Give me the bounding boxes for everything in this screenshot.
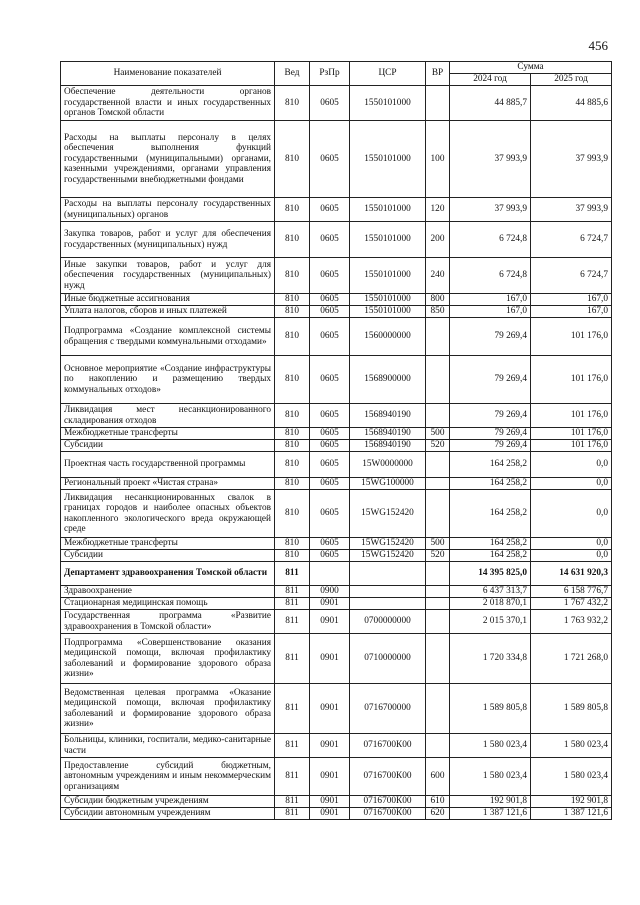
cell-rzpr: 0605 xyxy=(310,428,350,440)
cell-rzpr: 0901 xyxy=(310,808,350,820)
cell-name: Государственная программа «Развитие здравоохранения в Томской области» xyxy=(61,610,275,634)
cell-y2025: 6 724,7 xyxy=(531,222,612,258)
cell-vr xyxy=(426,586,450,598)
table-row xyxy=(61,538,612,550)
cell-csr: 1550101000 xyxy=(350,258,426,294)
table-row xyxy=(61,610,612,634)
cell-vr: 200 xyxy=(426,222,450,258)
cell-csr: 1550101000 xyxy=(350,86,426,121)
cell-y2024: 1 589 805,8 xyxy=(450,684,531,734)
table-row xyxy=(61,222,612,258)
cell-vr xyxy=(426,404,450,428)
cell-y2025: 101 176,0 xyxy=(531,356,612,404)
cell-vr xyxy=(426,318,450,356)
cell-y2024: 167,0 xyxy=(450,294,531,306)
cell-y2025: 101 176,0 xyxy=(531,440,612,452)
header-rzpr: РзПр xyxy=(310,62,350,86)
cell-vr: 850 xyxy=(426,306,450,318)
cell-rzpr: 0605 xyxy=(310,258,350,294)
cell-rzpr xyxy=(310,562,350,586)
cell-y2025: 1 589 805,8 xyxy=(531,684,612,734)
cell-y2024: 1 387 121,6 xyxy=(450,808,531,820)
cell-rzpr: 0605 xyxy=(310,356,350,404)
cell-name: Стационарная медицинская помощь xyxy=(61,598,275,610)
cell-y2024: 79 269,4 xyxy=(450,440,531,452)
cell-csr: 15WG152420 xyxy=(350,550,426,562)
cell-csr: 1550101000 xyxy=(350,222,426,258)
cell-csr: 1568940190 xyxy=(350,440,426,452)
cell-csr: 0700000000 xyxy=(350,610,426,634)
cell-ved: 810 xyxy=(275,538,310,550)
header-ved: Вед xyxy=(275,62,310,86)
cell-csr: 0716700К00 xyxy=(350,734,426,758)
cell-name: Больницы, клиники, госпитали, медико-санитарные части xyxy=(61,734,275,758)
header-year-2024: 2024 год xyxy=(450,74,531,86)
page-number: 456 xyxy=(588,38,608,53)
cell-name: Межбюджетные трансферты xyxy=(61,538,275,550)
cell-csr: 15WG100000 xyxy=(350,478,426,490)
cell-y2025: 101 176,0 xyxy=(531,428,612,440)
cell-y2024: 164 258,2 xyxy=(450,452,531,478)
table-row xyxy=(61,808,612,820)
cell-name: Ведомственная целевая программа «Оказание медицинской помощи, включая профилактику заболеваний и формирование здорового образа жизни» xyxy=(61,684,275,734)
cell-csr: 15WG152420 xyxy=(350,538,426,550)
cell-y2025: 37 993,9 xyxy=(531,198,612,222)
cell-rzpr: 0605 xyxy=(310,198,350,222)
header-sum: Сумма xyxy=(450,62,612,74)
cell-y2025: 0,0 xyxy=(531,550,612,562)
cell-y2024: 2 018 870,1 xyxy=(450,598,531,610)
cell-ved: 810 xyxy=(275,404,310,428)
cell-y2024: 1 720 334,8 xyxy=(450,634,531,684)
cell-rzpr: 0605 xyxy=(310,121,350,198)
table-row xyxy=(61,428,612,440)
cell-rzpr: 0605 xyxy=(310,478,350,490)
cell-y2025: 0,0 xyxy=(531,452,612,478)
table-row xyxy=(61,796,612,808)
cell-ved: 810 xyxy=(275,258,310,294)
budget-table xyxy=(60,61,612,820)
cell-y2025: 44 885,6 xyxy=(531,86,612,121)
cell-vr xyxy=(426,490,450,538)
header-name: Наименование показателей xyxy=(61,62,275,86)
cell-name: Здравоохранение xyxy=(61,586,275,598)
cell-y2024: 1 580 023,4 xyxy=(450,758,531,796)
cell-vr xyxy=(426,478,450,490)
cell-name: Субсидии xyxy=(61,550,275,562)
cell-csr: 1550101000 xyxy=(350,121,426,198)
cell-ved: 811 xyxy=(275,610,310,634)
cell-y2025: 167,0 xyxy=(531,294,612,306)
cell-y2024: 44 885,7 xyxy=(450,86,531,121)
cell-vr xyxy=(426,356,450,404)
cell-ved: 810 xyxy=(275,121,310,198)
cell-csr: 1560000000 xyxy=(350,318,426,356)
cell-rzpr: 0901 xyxy=(310,684,350,734)
cell-y2025: 167,0 xyxy=(531,306,612,318)
cell-rzpr: 0605 xyxy=(310,440,350,452)
cell-ved: 810 xyxy=(275,86,310,121)
cell-rzpr: 0605 xyxy=(310,404,350,428)
cell-y2024: 37 993,9 xyxy=(450,198,531,222)
table-row xyxy=(61,634,612,684)
cell-y2025: 101 176,0 xyxy=(531,318,612,356)
cell-y2024: 14 395 825,0 xyxy=(450,562,531,586)
cell-y2025: 1 721 268,0 xyxy=(531,634,612,684)
cell-y2025: 101 176,0 xyxy=(531,404,612,428)
cell-csr: 0716700К00 xyxy=(350,758,426,796)
cell-csr xyxy=(350,562,426,586)
cell-vr xyxy=(426,598,450,610)
cell-name: Проектная часть государственной программы xyxy=(61,452,275,478)
cell-y2024: 79 269,4 xyxy=(450,404,531,428)
cell-vr: 240 xyxy=(426,258,450,294)
cell-ved: 810 xyxy=(275,478,310,490)
cell-ved: 810 xyxy=(275,198,310,222)
cell-ved: 811 xyxy=(275,634,310,684)
cell-ved: 810 xyxy=(275,428,310,440)
cell-name: Субсидии xyxy=(61,440,275,452)
cell-rzpr: 0901 xyxy=(310,758,350,796)
cell-ved: 811 xyxy=(275,598,310,610)
cell-ved: 810 xyxy=(275,294,310,306)
cell-y2025: 192 901,8 xyxy=(531,796,612,808)
cell-ved: 810 xyxy=(275,490,310,538)
table-row xyxy=(61,404,612,428)
table-row xyxy=(61,121,612,198)
cell-vr xyxy=(426,734,450,758)
cell-y2025: 1 580 023,4 xyxy=(531,758,612,796)
cell-csr xyxy=(350,598,426,610)
cell-vr xyxy=(426,634,450,684)
table-row xyxy=(61,598,612,610)
cell-vr: 100 xyxy=(426,121,450,198)
table-row xyxy=(61,490,612,538)
table-row xyxy=(61,734,612,758)
cell-y2025: 37 993,9 xyxy=(531,121,612,198)
cell-vr: 120 xyxy=(426,198,450,222)
cell-y2024: 79 269,4 xyxy=(450,356,531,404)
cell-ved: 811 xyxy=(275,562,310,586)
cell-rzpr: 0605 xyxy=(310,306,350,318)
table-row xyxy=(61,586,612,598)
cell-name: Подпрограмма «Создание комплексной системы обращения с твердыми коммунальными отходами» xyxy=(61,318,275,356)
cell-name: Ликвидация несанкционированных свалок в границах городов и наиболее опасных объектов накопленного экологического вреда окружающей среде xyxy=(61,490,275,538)
cell-name: Региональный проект «Чистая страна» xyxy=(61,478,275,490)
cell-ved: 811 xyxy=(275,586,310,598)
cell-name: Департамент здравоохранения Томской области xyxy=(61,562,275,586)
table-header xyxy=(61,62,612,86)
cell-csr: 1550101000 xyxy=(350,198,426,222)
cell-y2024: 192 901,8 xyxy=(450,796,531,808)
cell-csr: 1568940190 xyxy=(350,404,426,428)
cell-y2025: 0,0 xyxy=(531,478,612,490)
cell-ved: 810 xyxy=(275,318,310,356)
cell-vr: 620 xyxy=(426,808,450,820)
table-row xyxy=(61,318,612,356)
cell-rzpr: 0605 xyxy=(310,318,350,356)
cell-name: Межбюджетные трансферты xyxy=(61,428,275,440)
header-vr: ВР xyxy=(426,62,450,86)
cell-vr: 600 xyxy=(426,758,450,796)
cell-ved: 811 xyxy=(275,758,310,796)
cell-y2025: 6 158 776,7 xyxy=(531,586,612,598)
cell-name: Предоставление субсидий бюджетным, автономным учреждениям и иным некоммерческим организациям xyxy=(61,758,275,796)
header-csr: ЦСР xyxy=(350,62,426,86)
cell-name: Расходы на выплаты персоналу государственных (муниципальных) органов xyxy=(61,198,275,222)
cell-rzpr: 0605 xyxy=(310,294,350,306)
cell-vr xyxy=(426,684,450,734)
cell-y2025: 6 724,7 xyxy=(531,258,612,294)
cell-rzpr: 0901 xyxy=(310,598,350,610)
cell-name: Субсидии бюджетным учреждениям xyxy=(61,796,275,808)
table-row xyxy=(61,478,612,490)
cell-vr: 500 xyxy=(426,428,450,440)
table-row xyxy=(61,306,612,318)
cell-y2025: 1 763 932,2 xyxy=(531,610,612,634)
cell-vr: 610 xyxy=(426,796,450,808)
cell-name: Обеспечение деятельности органов государственной власти и иных государственных органов Томской области xyxy=(61,86,275,121)
cell-name: Основное мероприятие «Создание инфраструктуры по накоплению и размещению твердых коммунальных отходов» xyxy=(61,356,275,404)
cell-y2024: 6 437 313,7 xyxy=(450,586,531,598)
cell-ved: 811 xyxy=(275,808,310,820)
cell-name: Ликвидация мест несанкционированного складирования отходов xyxy=(61,404,275,428)
cell-y2025: 14 631 920,3 xyxy=(531,562,612,586)
cell-csr xyxy=(350,586,426,598)
cell-rzpr: 0605 xyxy=(310,86,350,121)
cell-csr: 0716700000 xyxy=(350,684,426,734)
table-row xyxy=(61,684,612,734)
cell-name: Уплата налогов, сборов и иных платежей xyxy=(61,306,275,318)
cell-y2024: 1 580 023,4 xyxy=(450,734,531,758)
cell-y2024: 167,0 xyxy=(450,306,531,318)
cell-y2025: 0,0 xyxy=(531,490,612,538)
cell-rzpr: 0605 xyxy=(310,490,350,538)
cell-ved: 811 xyxy=(275,796,310,808)
table-row xyxy=(61,356,612,404)
table-row xyxy=(61,258,612,294)
cell-ved: 811 xyxy=(275,684,310,734)
table-row xyxy=(61,562,612,586)
table-row xyxy=(61,452,612,478)
cell-y2024: 6 724,8 xyxy=(450,258,531,294)
cell-y2025: 1 387 121,6 xyxy=(531,808,612,820)
cell-ved: 810 xyxy=(275,452,310,478)
cell-rzpr: 0901 xyxy=(310,734,350,758)
cell-name: Иные закупки товаров, работ и услуг для обеспечения государственных (муниципальных) нужд xyxy=(61,258,275,294)
cell-vr xyxy=(426,86,450,121)
cell-ved: 811 xyxy=(275,734,310,758)
cell-csr: 0716700К00 xyxy=(350,796,426,808)
cell-csr: 1568940190 xyxy=(350,428,426,440)
cell-y2024: 164 258,2 xyxy=(450,550,531,562)
cell-name: Расходы на выплаты персоналу в целях обеспечения выполнения функций государственными (муниципальными) органами, казенными учреждениями, органами управления государственными внебюджетными фондами xyxy=(61,121,275,198)
cell-rzpr: 0901 xyxy=(310,634,350,684)
cell-rzpr: 0605 xyxy=(310,452,350,478)
cell-rzpr: 0900 xyxy=(310,586,350,598)
cell-y2025: 1 767 432,2 xyxy=(531,598,612,610)
cell-csr: 15W0000000 xyxy=(350,452,426,478)
cell-csr: 1568900000 xyxy=(350,356,426,404)
header-year-2025: 2025 год xyxy=(531,74,612,86)
cell-vr: 500 xyxy=(426,538,450,550)
cell-csr: 0716700К00 xyxy=(350,808,426,820)
cell-y2024: 37 993,9 xyxy=(450,121,531,198)
cell-vr xyxy=(426,562,450,586)
cell-y2025: 0,0 xyxy=(531,538,612,550)
table-row xyxy=(61,440,612,452)
cell-ved: 810 xyxy=(275,222,310,258)
table-row xyxy=(61,294,612,306)
cell-name: Закупка товаров, работ и услуг для обеспечения государственных (муниципальных) нужд xyxy=(61,222,275,258)
cell-name: Иные бюджетные ассигнования xyxy=(61,294,275,306)
cell-ved: 810 xyxy=(275,440,310,452)
cell-rzpr: 0901 xyxy=(310,796,350,808)
cell-csr: 1550101000 xyxy=(350,306,426,318)
cell-y2024: 2 015 370,1 xyxy=(450,610,531,634)
cell-vr: 520 xyxy=(426,440,450,452)
cell-y2025: 1 580 023,4 xyxy=(531,734,612,758)
cell-y2024: 6 724,8 xyxy=(450,222,531,258)
cell-rzpr: 0605 xyxy=(310,222,350,258)
cell-y2024: 164 258,2 xyxy=(450,490,531,538)
cell-ved: 810 xyxy=(275,356,310,404)
cell-csr: 15WG152420 xyxy=(350,490,426,538)
cell-csr: 1550101000 xyxy=(350,294,426,306)
table-body xyxy=(61,86,612,820)
cell-name: Подпрограмма «Совершенствование оказания медицинской помощи, включая профилактику заболеваний и формирование здорового образа жизни» xyxy=(61,634,275,684)
cell-ved: 810 xyxy=(275,306,310,318)
cell-vr xyxy=(426,610,450,634)
cell-csr: 0710000000 xyxy=(350,634,426,684)
cell-y2024: 79 269,4 xyxy=(450,428,531,440)
cell-vr xyxy=(426,452,450,478)
cell-y2024: 164 258,2 xyxy=(450,478,531,490)
cell-rzpr: 0605 xyxy=(310,550,350,562)
table-row xyxy=(61,758,612,796)
table-row xyxy=(61,198,612,222)
table-row xyxy=(61,86,612,121)
cell-vr: 800 xyxy=(426,294,450,306)
cell-rzpr: 0605 xyxy=(310,538,350,550)
cell-y2024: 79 269,4 xyxy=(450,318,531,356)
cell-vr: 520 xyxy=(426,550,450,562)
table-row xyxy=(61,550,612,562)
cell-y2024: 164 258,2 xyxy=(450,538,531,550)
cell-ved: 810 xyxy=(275,550,310,562)
cell-name: Субсидии автономным учреждениям xyxy=(61,808,275,820)
cell-rzpr: 0901 xyxy=(310,610,350,634)
